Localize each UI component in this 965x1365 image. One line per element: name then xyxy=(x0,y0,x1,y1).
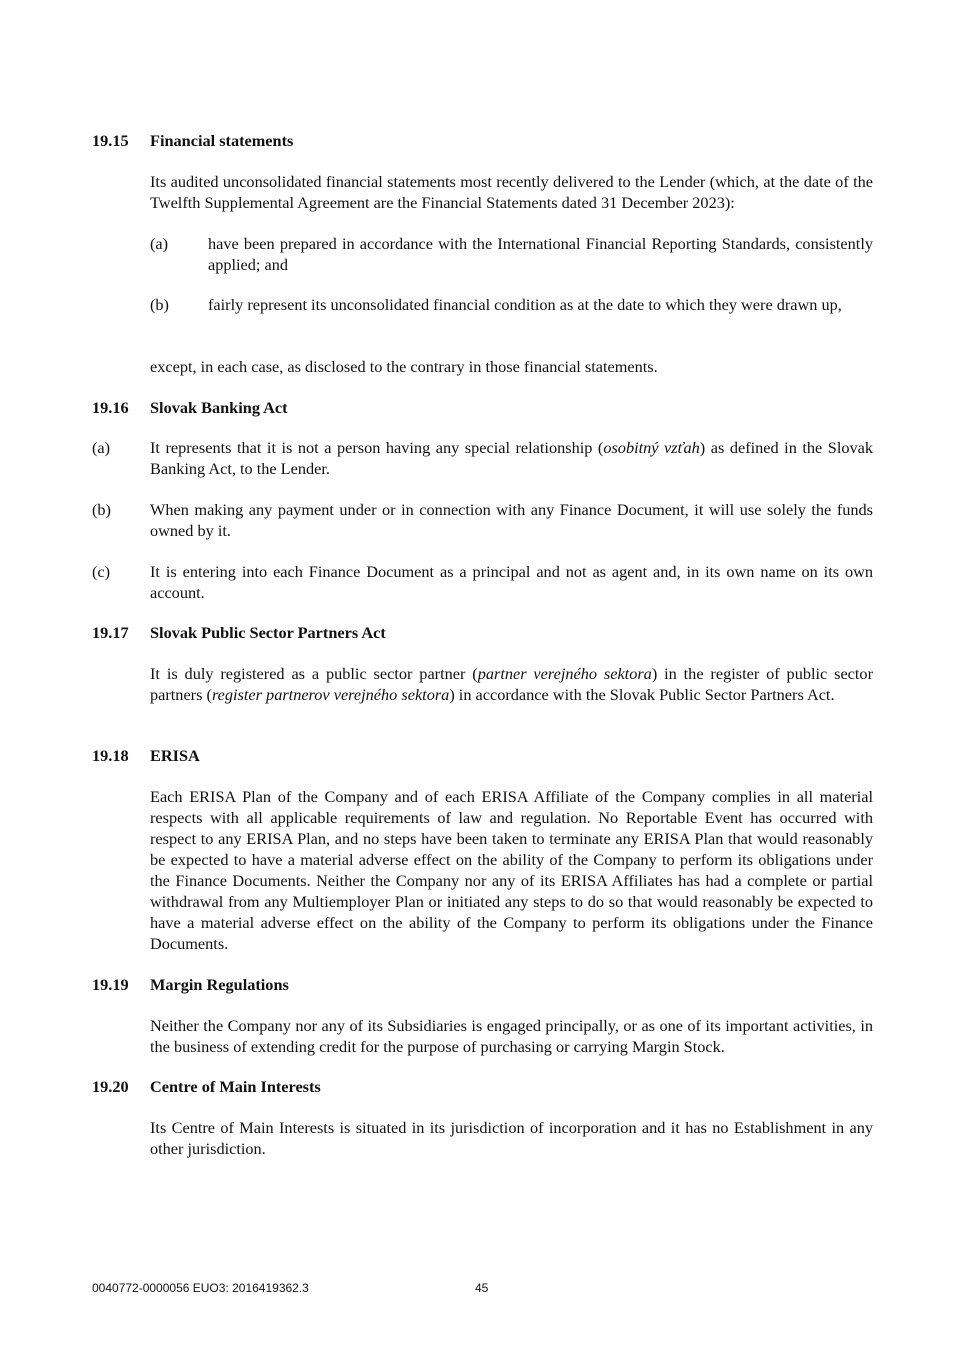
section-title: Slovak Banking Act xyxy=(150,398,288,417)
text-run: It represents that it is not a person having any special relationship ( xyxy=(150,438,604,457)
list-text: When making any payment under or in connection with any Finance Document, it will use solely the funds owned by it. xyxy=(150,500,873,540)
paragraph: Neither the Company nor any of its Subsidiaries is engaged principally, or as one of its important activities, in the business of extending credit for the purpose of purchasing or carrying Margin Stock. xyxy=(150,1016,873,1056)
footer-doc-reference: 0040772-0000056 EUO3: 2016419362.3 xyxy=(92,1281,309,1295)
section-number: 19.15 xyxy=(92,131,129,150)
italic-term: register partnerov verejného sektora xyxy=(211,685,450,704)
section-title: Margin Regulations xyxy=(150,975,289,994)
list-text: It is entering into each Finance Document as a principal and not as agent and, in its own name on its own account. xyxy=(150,562,873,602)
italic-term: partner verejného sektora xyxy=(477,664,652,683)
section-title: Centre of Main Interests xyxy=(150,1077,321,1096)
paragraph: Its audited unconsolidated financial statements most recently delivered to the Lender (which, at the date of the Twelfth Supplemental Agreement are the Financial Statements dated 31 December 2023): xyxy=(150,172,873,212)
section-title: Financial statements xyxy=(150,131,294,150)
page-number: 45 xyxy=(475,1281,489,1295)
section-title: ERISA xyxy=(150,746,200,765)
list-label: (b) xyxy=(150,295,169,314)
section-number: 19.20 xyxy=(92,1077,129,1096)
paragraph: Each ERISA Plan of the Company and of each ERISA Affiliate of the Company complies in all material respects with all applicable requirements of law and regulation. No Reportable Event has occurred with respect to any ERISA Plan, and no steps have been taken to terminate any ERISA Plan that would reasonably be expected to have a material adverse effect on the ability of the Company to perform its obligations under the Finance Documents. Neither the Company nor any of its ERISA Affiliates has had a complete or partial withdrawal from any Multiemployer Plan or initiated any steps to do so that would reasonably be expected to have a material adverse effect on the ability of the Company to perform its obligations under the Finance Documents. xyxy=(150,787,873,953)
section-title: Slovak Public Sector Partners Act xyxy=(150,623,386,642)
list-label: (a) xyxy=(92,438,111,457)
text-run: ) in accordance with the Slovak Public Sector Partners Act. xyxy=(449,685,835,704)
paragraph: Its Centre of Main Interests is situated in its jurisdiction of incorporation and it has no Establishment in any other jurisdiction. xyxy=(150,1118,873,1158)
list-text xyxy=(150,437,873,479)
italic-term: osobitný vzťah xyxy=(603,438,700,457)
list-text: have been prepared in accordance with the International Financial Reporting Standards, consistently applied; and xyxy=(208,234,873,274)
list-label: (a) xyxy=(150,234,169,253)
section-number: 19.18 xyxy=(92,746,129,765)
list-label: (c) xyxy=(92,562,111,581)
section-number: 19.17 xyxy=(92,623,129,642)
list-label: (b) xyxy=(92,500,111,519)
paragraph xyxy=(150,663,873,705)
list-text: fairly represent its unconsolidated financial condition as at the date to which they were drawn up, xyxy=(208,295,842,314)
text-run: ) in the register of public sector partners ( xyxy=(150,664,873,704)
text-run: ) as defined in the Slovak Banking Act, to the Lender. xyxy=(150,438,874,478)
text-run: It is duly registered as a public sector partner ( xyxy=(150,664,478,683)
paragraph: except, in each case, as disclosed to the contrary in those financial statements. xyxy=(150,357,658,376)
section-number: 19.16 xyxy=(92,398,129,417)
section-number: 19.19 xyxy=(92,975,129,994)
